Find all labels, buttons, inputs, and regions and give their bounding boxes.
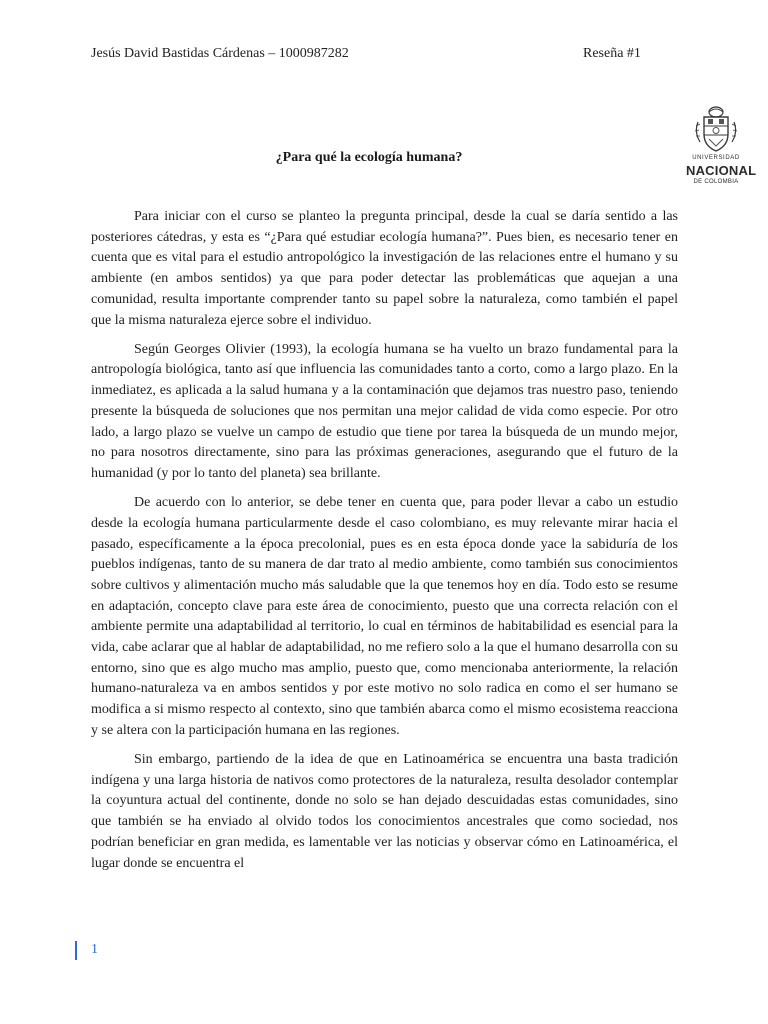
body-paragraph: Para iniciar con el curso se planteo la pregunta principal, desde la cual se daría sentido a las posteriores cátedras, y esta es “¿Para qué estudiar ecología humana?”. Pues bien, es necesario tener en cuenta que es vital para el estudio antropológico la investigación de las relaciones entre el humano y su ambiente (en ambos sentidos) ya que para poder detectar las problemáticas que aquejan a una comunidad, resulta importante comprender tanto su papel sobre la naturaleza, como también el papel que la misma naturaleza ejerce sobre el individuo. xyxy=(91,209,678,328)
header-review-number: Reseña #1 xyxy=(583,46,641,61)
footer-accent-bar xyxy=(75,941,77,960)
header-author-name: Jesús David Bastidas Cárdenas – 1000987282 xyxy=(91,46,349,61)
document-body xyxy=(91,207,678,883)
page-number: 1 xyxy=(91,942,98,957)
logo-text-de-colombia: DE COLOMBIA xyxy=(693,179,739,185)
university-logo xyxy=(686,104,757,188)
university-crest-icon xyxy=(690,104,742,154)
body-paragraph: Sin embargo, partiendo de la idea de que en Latinoamérica se encuentra una basta tradición indígena y una larga historia de nativos como protectores de la naturaleza, resulta desolador contemplar la coyuntura actual del continente, donde no solo se han dejado descuidadas estas comunidades, sino que también se ha enviado al olvido todos los conocimientos ancestrales que como sociedad, nos podrían beneficiar en gran medida, es lamentable ver las noticias y observar cómo en Latinoamérica, el lugar donde se encuentra el xyxy=(91,752,678,871)
body-paragraph: Según Georges Olivier (1993), la ecología humana se ha vuelto un brazo fundamental para la antropología biológica, tanto así que influencia las comunidades tanto a corto, como a largo plazo. En la inmediatez, es aplicada a la salud humana y a la contaminación que dejamos tras nuestro paso, teniendo presente la búsqueda de soluciones que nos permitan una mejor calidad de vida como especie. Por otro lado, a largo plazo se vuelve un campo de estudio que tiene por tarea la búsqueda de un mundo mejor, no para nosotros directamente, sino para las próximas generaciones, asegurando que el futuro de la humanidad (y por lo tanto del planeta) sea brillante. xyxy=(91,341,678,481)
document-title: ¿Para qué la ecología humana? xyxy=(275,150,463,165)
logo-text-nacional: NACIONAL xyxy=(686,163,757,178)
logo-text-universidad: UNIVERSIDAD xyxy=(692,155,740,161)
body-paragraph: De acuerdo con lo anterior, se debe tener en cuenta que, para poder llevar a cabo un estudio desde la ecología humana particularmente desde el caso colombiano, es muy relevante mirar hacia el pasado, específicamente a la época precolonial, pues es en esta época donde yace la sabiduría de los pueblos indígenas, tanto de su manera de dar trato al medio ambiente, como también sus conocimientos sobre cultivos y alimentación mucho más saludable que la que tenemos hoy en día. Todo esto se resume en adaptación, concepto clave para este área de conocimiento, puesto que una correcta relación con el ambiente permite una adaptabilidad al territorio, lo cual en términos de habitabilidad es esencial para la vida, cabe aclarar que al hablar de adaptabilidad, no me refiero solo a la que el humano desarrolla con su entorno, sino que es algo mucho mas amplio, puesto que, como mencionaba anteriormente, la relación humano-naturaleza va en ambos sentidos y por este motivo no solo radica en como el ser humano se modifica a si mismo respecto al contexto, sino que también abarca como el mismo ecosistema reacciona y se altera con la participación humana en las regiones. xyxy=(91,495,678,738)
